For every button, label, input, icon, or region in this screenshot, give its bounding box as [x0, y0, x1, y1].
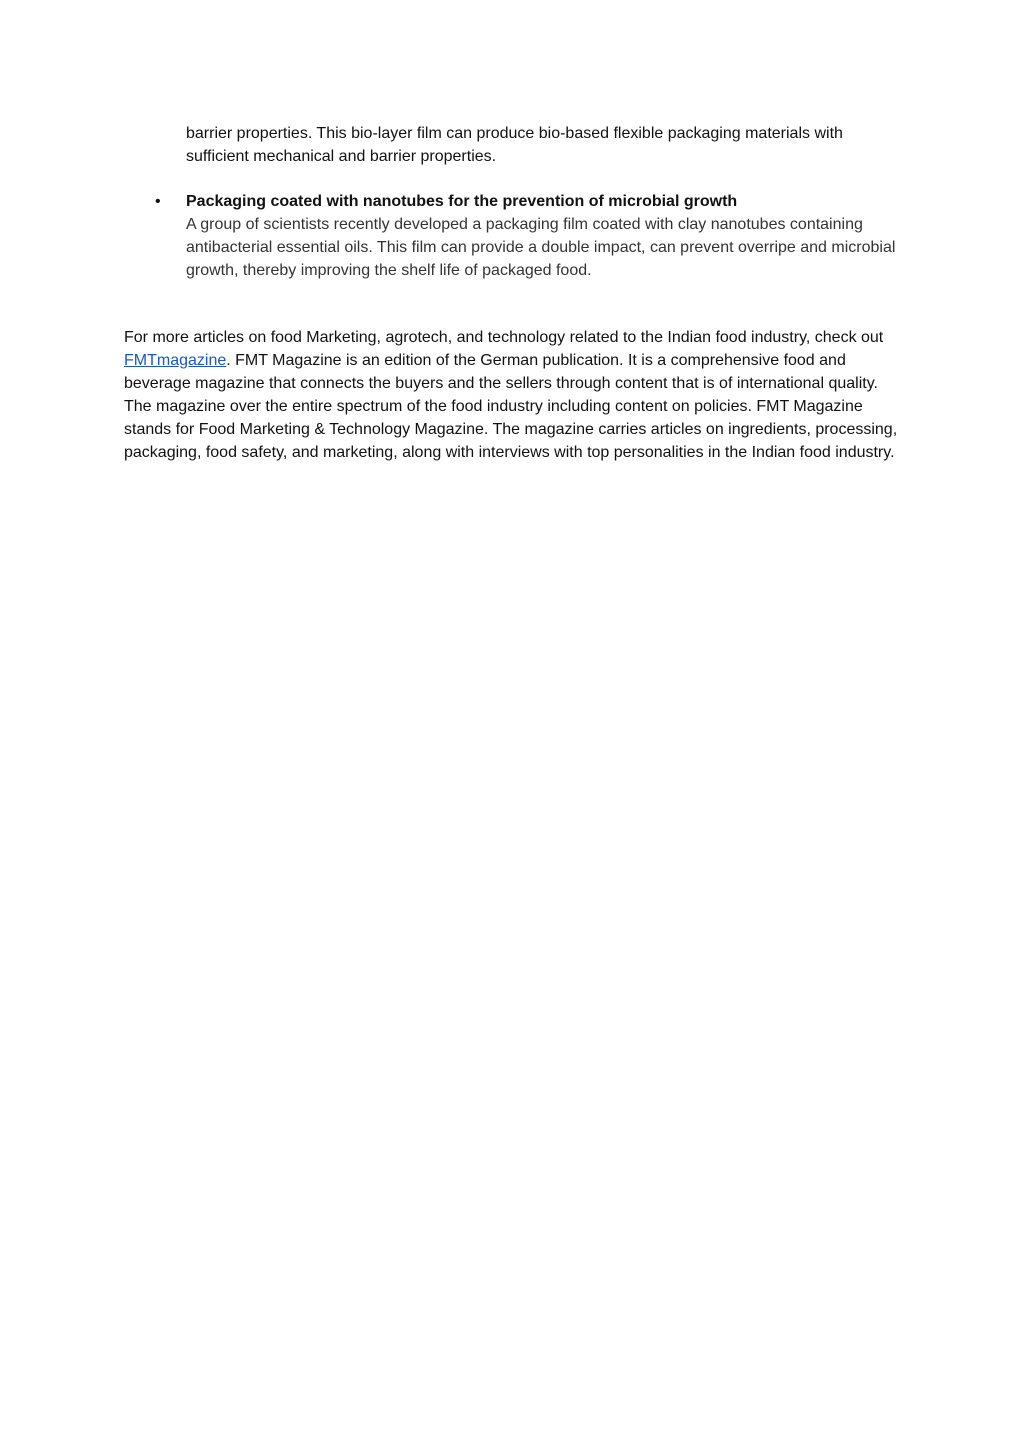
closing-text-after-link: . FMT Magazine is an edition of the German publication. It is a comprehensive food and beverage magazine that connects the buyers and the sellers through content that is of international quality. The magazine over the entire spectrum of the food industry including content on policies. FMT Magazine stands for Food Marketing & Technology Magazine. The magazine carries articles on ingredients, processing, packaging, food safety, and marketing, along with interviews with top personalities in the Indian food industry.	[124, 351, 898, 461]
continuation-paragraph: barrier properties. This bio-layer film can produce bio-based flexible packaging materials with sufficient mechanical and barrier properties.	[186, 125, 843, 165]
bullet-list-item	[186, 190, 906, 282]
bullet-body: A group of scientists recently developed a packaging film coated with clay nanotubes containing antibacterial essential oils. This film can provide a double impact, can prevent overripe and microbial growth, thereby improving the shelf life of packaged food.	[186, 216, 896, 279]
closing-text-before-link: For more articles on food Marketing, agrotech, and technology related to the Indian food industry, check out	[124, 329, 884, 346]
closing-paragraph	[124, 327, 904, 464]
bullet-heading: Packaging coated with nanotubes for the prevention of microbial growth	[186, 193, 738, 210]
fmtmagazine-link[interactable]: FMTmagazine	[124, 351, 227, 369]
bullet-marker: •	[155, 193, 161, 210]
